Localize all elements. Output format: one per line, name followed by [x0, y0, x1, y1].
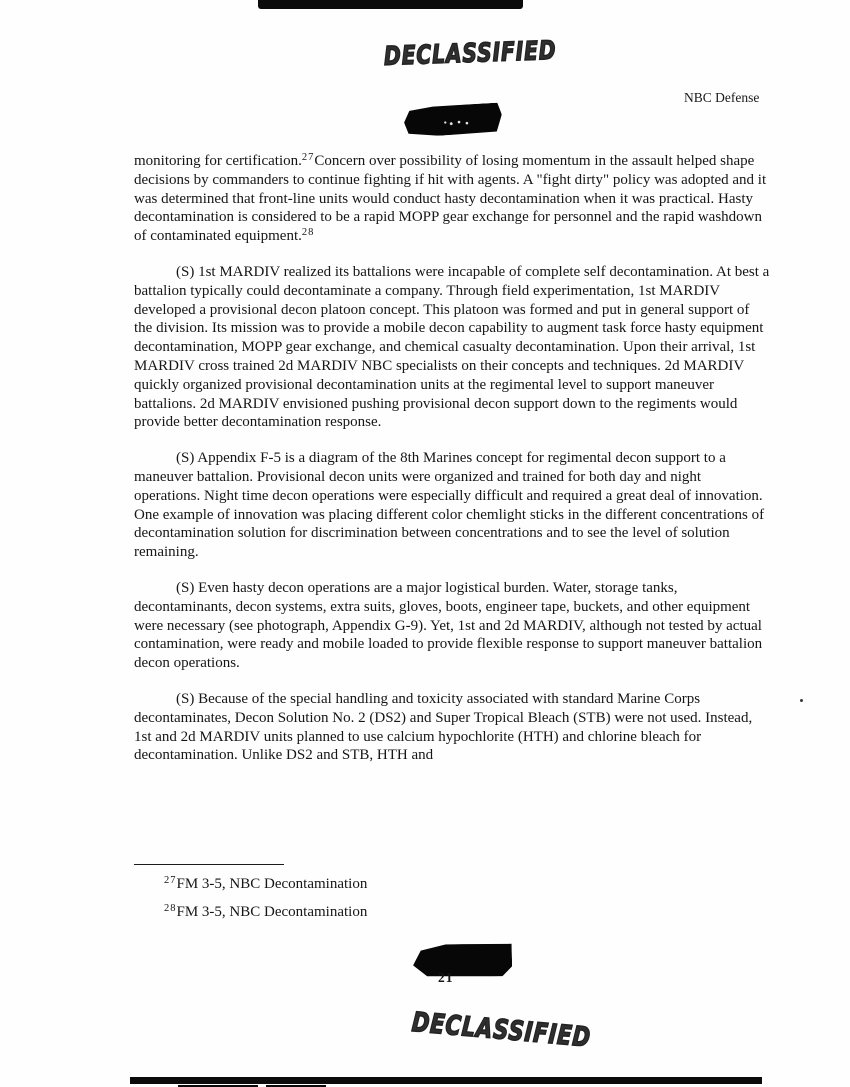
scan-speck — [800, 699, 803, 702]
paragraph-3: (S) Appendix F-5 is a diagram of the 8th Marines concept for regimental decon support to a maneuver battalion. Provisional decon units were organized and trained for both day and night operations. Night time decon operations were especially difficult and required a great deal of innovation. One example of innovation was placing different color chemlight sticks in the different concentrations of decontamination solution for discrimination between concentrations and to see the level of solution remaining. — [134, 450, 765, 561]
redaction-block-bottom — [413, 943, 513, 978]
footnote-section — [134, 864, 770, 931]
header-classification-label: NBC Defense — [684, 90, 760, 105]
paragraph-5: (S) Because of the special handling and toxicity associated with standard Marine Corps decontaminates, Decon Solution No. 2 (DS2) and Super Tropical Bleach (STB) were not used. Instead, 1st and 2d MARDIV units planned to use calcium hypochlorite (HTH) and chlorine bleach for decontamination. Unlike DS2 and STB, HTH and — [134, 690, 753, 764]
paragraph-4: (S) Even hasty decon operations are a major logistical burden. Water, storage tanks, decontaminants, decon systems, extra suits, gloves, boots, engineer tape, buckets, and other equipment were necessary (see photograph, Appendix G-9). Yet, 1st and 2d MARDIV, although not tested by actual contamination, were ready and mobile loaded to provide flexible response to support maneuver battalion decon operations. — [134, 579, 763, 672]
footnote-27-text: FM 3-5, NBC Decontamination — [176, 876, 368, 892]
redaction-block-top — [403, 102, 502, 137]
page-number: 21 — [438, 970, 454, 985]
footnote-28-marker: 28 — [164, 903, 177, 914]
declassified-stamp-bottom: DECLASSIFIED — [410, 1006, 593, 1054]
footnote-separator — [134, 864, 284, 865]
footnote-28-text: FM 3-5, NBC Decontamination — [176, 904, 368, 920]
document-body — [134, 152, 770, 864]
footnote-marker-27: 27 — [301, 152, 315, 163]
footnote-27 — [134, 875, 770, 894]
footnote-28 — [134, 903, 770, 922]
paragraph-1 — [134, 152, 770, 246]
paragraph-1-body: Concern over possibility of losing momentum in the assault helped shape decisions by commanders to continue fighting if hit with agents. A "fight dirty" policy was adopted and it was determined that front-line units would conduct hasty decontamination when it was practical. Hasty decontamination is considered to be a rapid MOPP gear exchange for personnel and the rapid washdown of contaminated equipment. — [134, 153, 767, 245]
footnote-marker-28: 28 — [301, 227, 315, 239]
footnote-27-marker: 27 — [164, 875, 177, 886]
paragraph-1-lead: monitoring for certification. — [134, 153, 302, 169]
scan-artifact-top-bar — [258, 0, 523, 9]
scan-artifact-bottom-bar — [130, 1077, 762, 1084]
declassified-stamp-top: DECLASSIFIED — [383, 36, 557, 72]
paragraph-2: (S) 1st MARDIV realized its battalions were incapable of complete self decontamination. At best a battalion typically could decontaminate a company. Through field experimentation, 1st MARDIV developed a provisional decon platoon concept. This platoon was formed and put in general support of the division. Its mission was to provide a mobile decon capability to augment task force hasty equipment decontamination, MOPP gear exchange, and chemical casualty decontamination. Upon their arrival, 1st MARDIV cross trained 2d MARDIV NBC specialists on their concepts and techniques. 2d MARDIV quickly organized provisional decontamination units at the regimental level to support maneuver battalions. 2d MARDIV envisioned pushing provisional decon support down to the regiments would provide better decontamination response. — [134, 263, 770, 431]
